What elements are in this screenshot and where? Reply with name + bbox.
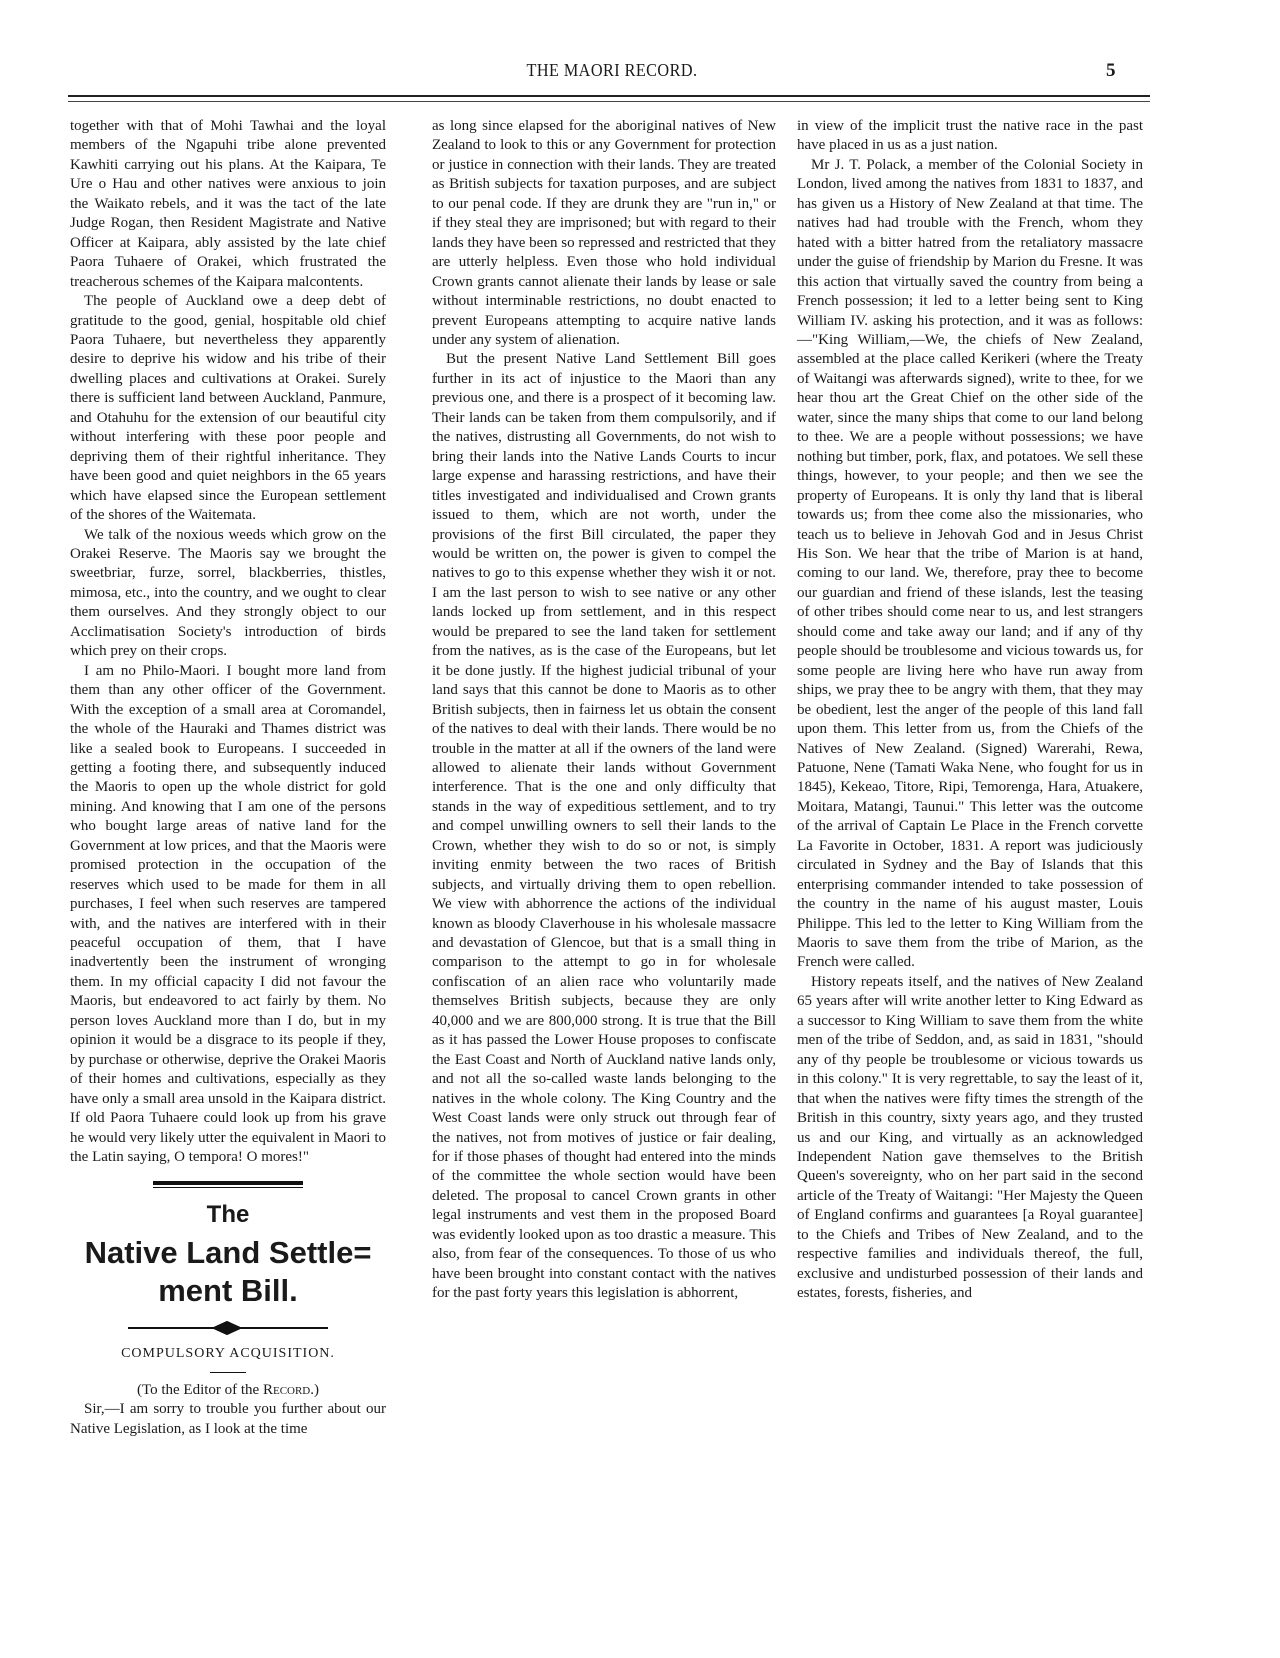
article-headline-block (70, 1181, 386, 1400)
diamond-rule-ornament (128, 1322, 328, 1334)
editor-suffix: .) (310, 1381, 320, 1398)
editor-line (70, 1381, 386, 1400)
editor-record: Record (262, 1381, 311, 1398)
short-rule (210, 1372, 246, 1373)
paragraph: But the present Native Land Settlement Bill goes further in its act of injustice to the Maori than any previous one, and there is a prospect of it becoming law. Their lands can be taken from them compulsorily, and if the natives, distrusting all Governments, do not wish to bring their lands into the Native Lands Courts to incur large expense and harassing restrictions, and have their titles investigated and individualised and Crown grants issued to them, which are not worth, under the provisions of the first Bill circulated, the paper they would be written on, the power is given to compel the natives to go to this expense whether they wish it or not. I am the last person to wish to see native or any other lands locked up from settlement, and in this respect would be prepared to see the land taken for settlement from the natives, as is the case of the Europeans, but let it be done justly. If the highest judicial tribunal of your land says that this cannot be done to Maoris as to other British subjects, then in fairness let us obtain the consent of the natives to deal with their lands. There would be no trouble in the matter at all if the owners of the land were allowed to alienate their lands without Government interference. That is the one and only difficulty that stands in the way of expeditious settlement, and to try and compel unwilling owners to sell their lands to the Crown, whether they wish to do so or not, is simply inviting enmity between the two races of British subjects, and virtually driving them to open rebellion. We view with abhorrence the actions of the individual known as bloody Claverhouse in his wholesale massacre and devastation of Glencoe, but that is a small thing in comparison to the attempt to go in for wholesale confiscation of an alien race who voluntarily made themselves British subjects, because they are only 40,000 and we are 800,000 strong. It is true that the Bill as it has passed the Lower House proposes to confiscate the East Coast and North of Auckland native lands only, and not all the so-called waste lands belonging to the natives in the whole colony. The King Country and the West Coast lands were only struck out through fear of the natives, not from motives of justice or fair dealing, for if those phases of thought had entered into the minds of the committee the whole section would have been deleted. The proposal to cancel Crown grants in other legal instruments and vest them in the proposed Board was evidently looked upon as too drastic a measure. This also, from fear of the consequences. To those of us who have been brought into constant contact with the natives for the past forty years this legislation is abhorrent, (432, 351, 776, 1302)
editor-prefix: (To the Editor of the (136, 1381, 263, 1398)
column-1 (70, 117, 386, 1439)
headline-line: ment Bill. (158, 1273, 298, 1309)
paragraph: as long since elapsed for the aboriginal natives of New Zealand to look to this or any Government for protection or justice in connection with their lands. They are treated as British subjects for taxation purposes, and are subject to our penal code. If they are drunk they are "run in," or if they steal they are imprisoned; but with regard to their lands they have been so repressed and restricted that they are utterly helpless. Even those who hold individual Crown grants cannot alienate their lands by lease or sale without interminable restrictions, no doubt enacted to prevent Europeans attempting to acquire native lands under any system of alienation. (432, 118, 776, 348)
paragraph: in view of the implicit trust the native race in the past have placed in us as a just nation. (797, 118, 1143, 154)
paragraph: I am no Philo-Maori. I bought more land from them than any other officer of the Government. With the exception of a small area at Coromandel, the whole of the Hauraki and Thames district was like a sealed book to Europeans. I succeeded in getting a footing there, and subsequently induced the Maoris to open up the whole district for gold mining. And knowing that I am one of the persons who bought large areas of native land for the Government at low prices, and that the Maoris were promised protection in the occupation of the reserves which used to be made for them in all purchases, I feel when such reserves are tampered with, and the natives are interfered with in their peaceful occupation of them, that I have inadvertently been the instrument of wronging them. In my official capacity I did not favour the Maoris, but endeavored to act fairly by them. No person loves Auckland more than I do, but in my opinion it would be a disgrace to its people if they, by purchase or otherwise, deprive the Orakei Maoris of their homes and cultivations, especially as they have only a small area unsold in the Kaipara district. If old Paora Tuhaere could look up from his grave he would very likely utter the equivalent in Maori to the Latin saying, O tempora! O mores!" (70, 662, 386, 1166)
header-rule-thin (68, 101, 1150, 102)
masthead-title: THE MAORI RECORD. (526, 60, 698, 80)
page-number: 5 (1106, 60, 1116, 81)
headline-line: Native Land Settle= (84, 1235, 372, 1271)
paragraph: We talk of the noxious weeds which grow on the Orakei Reserve. The Maoris say we brought the sweetbriar, furze, sorrel, blackberries, thistles, mimosa, etc., into the country, and we ought to clear them ourselves. And they strongly object to our Acclimatisation Society's introduction of birds which prey on their crops. (70, 526, 386, 660)
paragraph: Sir,—I am sorry to trouble you further about our Native Legislation, as I look at the time (70, 1401, 386, 1437)
paragraph: The people of Auckland owe a deep debt of gratitude to the good, genial, hospitable old chief Paora Tuhaere, but nevertheless they apparently desire to deprive his widow and his tribe of their dwelling places and cultivations at Orakei. Surely there is sufficient land between Auckland, Panmure, and Otahuhu for the extension of our beautiful city without interfering with these poor people and depriving them of their rightful inheritance. They have been good and quiet neighbors in the 65 years which have elapsed since the European settlement of the shores of the Waitemata. (70, 293, 386, 524)
header-rule (68, 95, 1150, 97)
column-2 (432, 117, 776, 1304)
headline-line: The (206, 1201, 250, 1229)
paragraph: together with that of Mohi Tawhai and the loyal members of the Ngapuhi tribe alone prevented Kawhiti carrying out his plans. At the Kaipara, Te Ure o Hau and other natives were anxious to join the Waikato rebels, and it was the tact of the late Judge Rogan, then Resident Magistrate and Native Officer at Kaipara, ably assisted by the late chief Paora Tuhaere of Orakei, which frustrated the treacherous schemes of the Kaipara malcontents. (70, 118, 386, 290)
paragraph: Mr J. T. Polack, a member of the Colonial Society in London, lived among the natives from 1831 to 1837, and has given us a History of New Zealand at that time. The natives had had trouble with the French, whom they hated with a bitter hatred from the retaliatory massacre under the guise of friendship by Marion du Fresne. It was this action that virtually saved the country from being a French possession; it led to a letter being sent to King William IV. asking his protection, and it was as follows:—"King William,—We, the chiefs of New Zealand, assembled at the place called Kerikeri (where the Treaty of Waitangi was afterwards signed), write to thee, for we hear thou art the Great Chief on the other side of the water, since the many ships that come to our land belong to thee. We are a people without possessions; we have nothing but timber, pork, flax, and potatoes. We sell these things, however, to your people; and then we see the property of Europeans. It is only thy land that is liberal towards us; from thee come also the missionaries, who teach us to believe in Jehovah God and in Jesus Christ His Son. We hear that the tribe of Marion is at hand, coming to our land. We, therefore, pray thee to become our guardian and friend of these islands, lest the teasing of other tribes should come near to us, and lest strangers should come and take away our land; and if any of thy people should be troublesome and vicious towards us, for some people are living here who have run away from ships, we pray thee to be angry with them, that they may be obedient, lest the anger of the people of this land fall upon them. This letter from us, from the Chiefs of the Natives of New Zealand. (Signed) Warerahi, Rewa, Patuone, Nene (Tamati Waka Nene, who fought for us in 1845), Kekeao, Titore, Ripi, Temorenga, Hara, Atuakere, Moitara, Matangi, Taunui." This letter was the outcome of the arrival of Captain Le Place in the French corvette La Favorite in October, 1831. A report was judiciously circulated in Sydney and the Bay of Islands that this enterprising commander intended to take possession of the country in the name of his august master, Louis Philippe. This led to the letter to King William from the Maoris to save them from the tribe of Marion, as the French were called. (797, 156, 1143, 971)
paragraph: History repeats itself, and the natives of New Zealand 65 years after will write another letter to King Edward as a successor to King William to save them from the white men of the tribe of Seddon, and, as said in 1831, "should any of thy people be troublesome or vicious towards us in this colony." It is very regrettable, to say the least of it, that when the natives were fifty times the strength of the British in this country, sixty years ago, and they trusted us and our King, and virtually as an acknowledged Independent Nation gave themselves to the British Queen's sovereignty, who on her part said in the second article of the Treaty of Waitangi: "Her Majesty the Queen of England confirms and guarantees [a Royal guarantee] to the Chiefs and Tribes of New Zealand, and to the respective families and individuals thereof, the full, exclusive and undisturbed possession of their lands and estates, forests, fisheries, and (797, 973, 1143, 1302)
column-3 (797, 117, 1143, 1304)
article-subheading: COMPULSORY ACQUISITION. (121, 1346, 335, 1362)
headline-rule (153, 1181, 303, 1188)
